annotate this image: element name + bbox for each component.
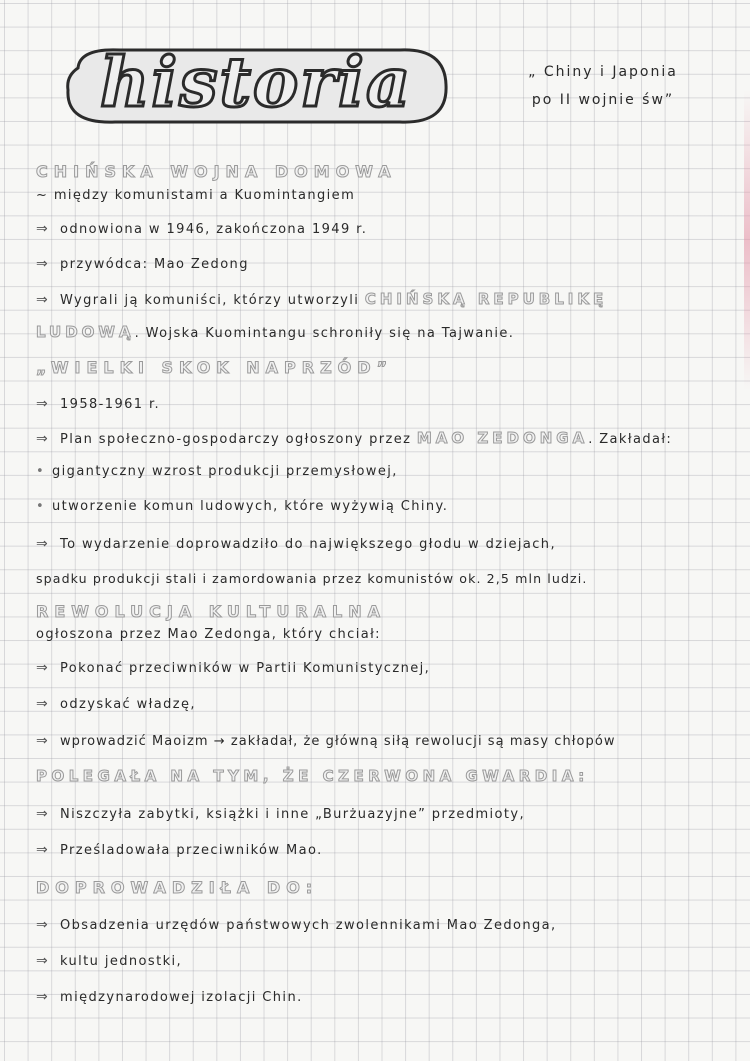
page-edge-decoration: [744, 90, 750, 390]
list-item: ⇒ międzynarodowej izolacji Chin.: [36, 989, 303, 1005]
heading-cultural-revolution: REWOLUCJA KULTURALNA: [36, 602, 386, 621]
list-item: ⇒ Wygrali ją komuniści, którzy utworzyli CHIŃSKĄ REPUBLIKĘ: [36, 290, 608, 308]
bullet-icon: •: [36, 499, 46, 514]
arrow-icon: ⇒: [36, 292, 50, 308]
arrow-icon: ⇒: [36, 733, 49, 749]
list-item: ⇒ odnowiona w 1946, zakończona 1949 r.: [36, 221, 368, 237]
list-item: ⇒ odzyskać władzę,: [36, 696, 196, 712]
historia-logo: [60, 40, 452, 130]
list-item: ⇒ przywódca: Mao Zedong: [36, 256, 249, 272]
highlight-prc: CHIŃSKĄ REPUBLIKĘ: [364, 290, 608, 308]
subtitle-line-1: „ Chiny i Japonia: [528, 64, 678, 80]
civil-war-intro: ~ między komunistami a Kuomintangiem: [36, 188, 356, 203]
arrow-icon: ⇒: [36, 256, 50, 272]
list-item: ⇒ 1958-1961 r.: [36, 396, 161, 412]
heading-great-leap: „WIELKI SKOK NAPRZÓD”: [36, 358, 394, 377]
bullet-item: • gigantyczny wzrost produkcji przemysłowej,: [36, 464, 398, 479]
highlight-mao: MAO ZEDONGA: [416, 429, 589, 447]
heading-civil-war: CHIŃSKA WOJNA DOMOWA: [36, 162, 397, 181]
heading-red-guard: POLEGAŁA NA TYM, ŻE CZERWONA GWARDIA:: [36, 767, 589, 785]
list-item: ⇒ To wydarzenie doprowadziło do największego głodu w dziejach,: [36, 536, 556, 552]
arrow-icon: ⇒: [36, 660, 50, 676]
list-item-continuation: spadku produkcji stali i zamordowania przez komunistów ok. 2,5 mln ludzi.: [36, 571, 588, 586]
list-item: ⇒ Obsadzenia urzędów państwowych zwolennikami Mao Zedonga,: [36, 917, 557, 933]
highlight-ludowa: LUDOWĄ: [36, 323, 135, 341]
bullet-icon: •: [36, 464, 46, 479]
subtitle-line-2: po II wojnie św”: [531, 92, 675, 108]
list-item-continuation: LUDOWĄ. Wojska Kuomintangu schroniły się na Tajwanie.: [36, 323, 515, 341]
arrow-icon: ⇒: [36, 696, 50, 712]
list-item: ⇒ kultu jednostki,: [36, 953, 183, 969]
list-item: ⇒ wprowadzić Maoizm → zakładał, że główną siłą rewolucji są masy chłopów: [36, 733, 616, 749]
list-item: ⇒ Plan społeczno-gospodarczy ogłoszony przez MAO ZEDONGA. Zakładał:: [36, 429, 673, 447]
arrow-icon: ⇒: [36, 953, 50, 969]
list-item: ⇒ Pokonać przeciwników w Partii Komunistycznej,: [36, 660, 431, 676]
list-item: ⇒ Prześladowała przeciwników Mao.: [36, 842, 323, 858]
cultural-revolution-intro: ogłoszona przez Mao Zedonga, który chciał:: [36, 627, 381, 642]
arrow-icon: ⇒: [36, 806, 50, 822]
arrow-icon: ⇒: [36, 431, 50, 447]
arrow-icon: ⇒: [36, 536, 50, 552]
arrow-icon: ⇒: [36, 917, 50, 933]
heading-consequences: DOPROWADZIŁA DO:: [36, 878, 319, 897]
arrow-icon: ⇒: [36, 221, 50, 237]
bullet-item: • utworzenie komun ludowych, które wyżywią Chiny.: [36, 499, 449, 514]
arrow-icon: ⇒: [36, 842, 50, 858]
logo-text: historia: [99, 43, 413, 123]
topic-subtitle: [498, 58, 708, 114]
arrow-icon: ⇒: [36, 396, 50, 412]
list-item: ⇒ Niszczyła zabytki, książki i inne „Burżuazyjne” przedmioty,: [36, 806, 526, 822]
small-arrow-icon: →: [213, 734, 226, 749]
arrow-icon: ⇒: [36, 989, 50, 1005]
